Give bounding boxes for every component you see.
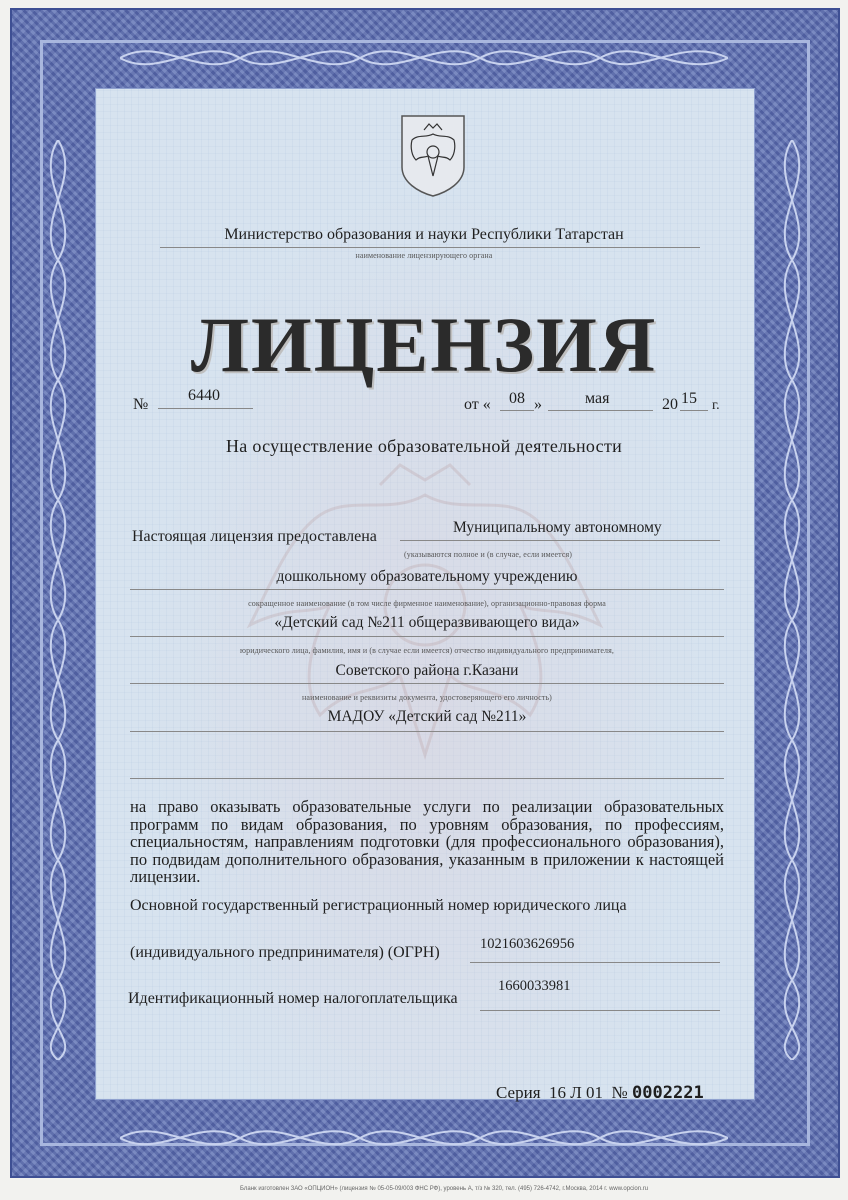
licensee-line-1: Муниципальному автономному — [453, 519, 662, 536]
date-day: 08 — [509, 390, 525, 407]
ornament-right-icon — [762, 140, 822, 1060]
caption-4-wrap — [130, 687, 724, 705]
date-day-close: » — [534, 396, 542, 413]
caption-2-wrap — [130, 593, 724, 611]
year-underline — [680, 410, 708, 411]
document-title: ЛИЦЕНЗИЯ — [190, 301, 658, 388]
day-underline — [500, 410, 534, 411]
licensee-underline-6 — [130, 778, 724, 779]
licensee-line-4: Советского района г.Казани — [335, 662, 519, 679]
authority-underline — [160, 247, 700, 248]
date-year-prefix: 20 — [662, 396, 678, 413]
month-underline — [548, 410, 653, 411]
ogrn-label-1: Основной государственный регистрационный номер юридического лица — [130, 897, 627, 914]
caption-3-wrap — [130, 640, 724, 658]
ornament-top-icon — [120, 30, 728, 85]
serial-code: 16 Л 01 — [549, 1083, 604, 1102]
licensee-underline-4 — [130, 683, 724, 684]
licensee-line-3: «Детский сад №211 общеразвивающего вида» — [274, 614, 580, 631]
inn-value: 1660033981 — [498, 978, 571, 994]
issuing-authority-caption: наименование лицензирующего органа — [355, 251, 493, 260]
purpose-heading: На осуществление образовательной деятельности — [225, 436, 623, 456]
footer-note: Бланк изготовлен ЗАО «ОПЦИОН» (лицензия № 05-05-09/003 ФНС РФ), уровень А, т/з № 320, тел. (495) 726-4742, г.Москва, 2014 г. www.opcion.ru — [240, 1186, 649, 1192]
licensee-line-2: дошкольному образовательному учреждению — [276, 568, 578, 585]
licensee-line-5: МАДОУ «Детский сад №211» — [327, 708, 527, 725]
caption-4: наименование и реквизиты документа, удостоверяющего его личность) — [302, 693, 552, 702]
issuing-authority: Министерство образования и науки Республики Татарстан — [224, 226, 624, 243]
number-underline — [158, 408, 253, 409]
inn-label: Идентификационный номер налогоплательщика — [128, 990, 458, 1007]
inn-underline — [480, 1010, 720, 1011]
caption-3: юридического лица, фамилия, имя и (в случае если имеется) отчество индивидуального предпринимателя, — [240, 646, 614, 655]
ogrn-value: 1021603626956 — [480, 936, 575, 952]
ogrn-label-2: (индивидуального предпринимателя) (ОГРН) — [130, 944, 440, 961]
serial-label: Серия — [496, 1083, 541, 1102]
serial-number: 0002221 — [632, 1083, 704, 1103]
caption-1-wrap — [404, 544, 704, 562]
licensee-underline-3 — [130, 636, 724, 637]
date-year-suffix: 15 — [681, 390, 697, 407]
caption-1: (указываются полное и (в случае, если имеется) — [404, 550, 573, 559]
licensee-underline-2 — [130, 589, 724, 590]
serial-block — [496, 1083, 704, 1103]
date-prefix: от « — [464, 396, 491, 413]
coat-of-arms-icon — [398, 112, 468, 197]
ornament-bottom-icon — [120, 1110, 728, 1165]
date-month: мая — [585, 390, 610, 407]
license-number: 6440 — [188, 387, 220, 404]
serial-number-sign: № — [611, 1083, 628, 1102]
ogrn-underline — [470, 962, 720, 963]
date-year-unit: г. — [712, 398, 720, 413]
caption-2: сокращенное наименование (в том числе фирменное наименование), организационно-правовая форма — [248, 599, 606, 608]
licensee-underline-5 — [130, 731, 724, 732]
ornament-left-icon — [28, 140, 88, 1060]
number-sign: № — [133, 396, 149, 413]
rights-paragraph: на право оказывать образовательные услуги по реализации образовательных программ по видам образования, по уровням образования, по профессиям, специальностям, направлениям подготовки (для профессионального образования), по подвидам дополнительного образования, указанным в приложении к настоящей лицензии. — [130, 797, 724, 886]
licensee-underline-1 — [400, 540, 720, 541]
granted-to-label: Настоящая лицензия предоставлена — [132, 528, 377, 545]
